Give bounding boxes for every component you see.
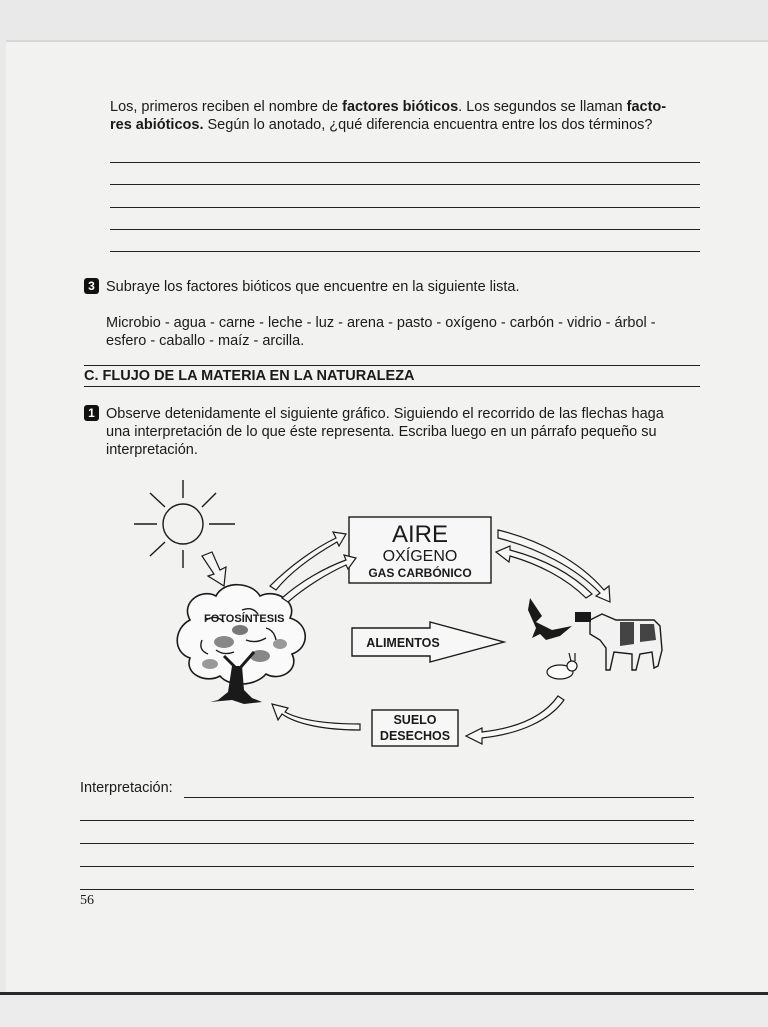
intro-text: . Los segundos se llaman: [458, 99, 627, 115]
soil-to-tree-arrow: [272, 704, 360, 730]
interpretation-line[interactable]: [184, 797, 694, 798]
soil-box: [372, 710, 458, 746]
intro-question: Según lo anotado, ¿qué diferencia encuentra entre los dos términos?: [203, 117, 653, 133]
photosynthesis-label: FOTOSÍNTESIS: [204, 613, 285, 625]
cow-icon: [575, 612, 662, 670]
answer-line[interactable]: [110, 184, 700, 185]
waste-label: DESECHOS: [379, 729, 451, 743]
list-line[interactable]: Microbio - agua - carne - leche - luz - arena - pasto - oxígeno - carbón - vidrio - árbol -: [106, 315, 656, 331]
oxygen-label: OXÍGENO: [382, 548, 458, 565]
answer-line[interactable]: [110, 251, 700, 252]
instruction-text: Subraye los factores bióticos que encuentre en la siguiente lista.: [106, 279, 520, 295]
biotic-term: factores bióticos: [342, 99, 459, 115]
answer-line[interactable]: [110, 229, 700, 230]
list-line[interactable]: esfero - caballo - maíz - arcilla.: [106, 333, 305, 349]
answer-line[interactable]: [110, 207, 700, 208]
intro-text: Los, primeros reciben el nombre de: [110, 99, 343, 115]
intro-paragraph: [110, 98, 710, 134]
abiotic-term-start: facto-: [626, 99, 667, 115]
interpretation-line[interactable]: [80, 866, 694, 867]
air-title: AIRE: [391, 521, 449, 548]
air-box: [349, 517, 491, 583]
instruction-text: interpretación.: [106, 442, 198, 458]
page-number: 56: [80, 893, 94, 908]
exercise-number-badge: 3: [84, 278, 99, 294]
biotic-list[interactable]: [106, 314, 706, 350]
soil-label: SUELO: [393, 713, 437, 727]
instruction-text: una interpretación de lo que éste representa. Escriba luego en un párrafo pequeño su: [106, 424, 657, 440]
sun-icon: [134, 480, 235, 568]
food-label: ALIMENTOS: [366, 636, 440, 650]
interpretation-line[interactable]: [80, 843, 694, 844]
animals-to-soil-arrow: [466, 696, 564, 744]
exercise-3-instruction: [84, 278, 704, 296]
instruction-text: Observe detenidamente el siguiente gráfico. Siguiendo el recorrido de las flechas haga: [106, 406, 664, 422]
interpretation-line[interactable]: [80, 820, 694, 821]
section-title: C. FLUJO DE LA MATERIA EN LA NATURALEZA: [84, 365, 700, 387]
carbon-dioxide-label: GAS CARBÓNICO: [368, 566, 472, 580]
food-arrow: [352, 622, 504, 662]
exercise-1-instruction: [84, 405, 704, 459]
interpretation-line[interactable]: [80, 889, 694, 890]
matter-flow-diagram: [120, 470, 680, 760]
answer-line[interactable]: [110, 162, 700, 163]
abiotic-term-end: res abióticos.: [110, 117, 204, 133]
exercise-number-badge: 1: [84, 405, 99, 421]
scan-bottom-edge: [0, 992, 768, 1027]
sunlight-arrow: [202, 552, 226, 586]
rabbit-icon: [547, 653, 577, 679]
interpretation-label: Interpretación:: [80, 780, 173, 796]
eagle-icon: [528, 598, 572, 640]
tree-icon: [177, 585, 305, 704]
air-to-tree-arrow: [282, 555, 356, 602]
